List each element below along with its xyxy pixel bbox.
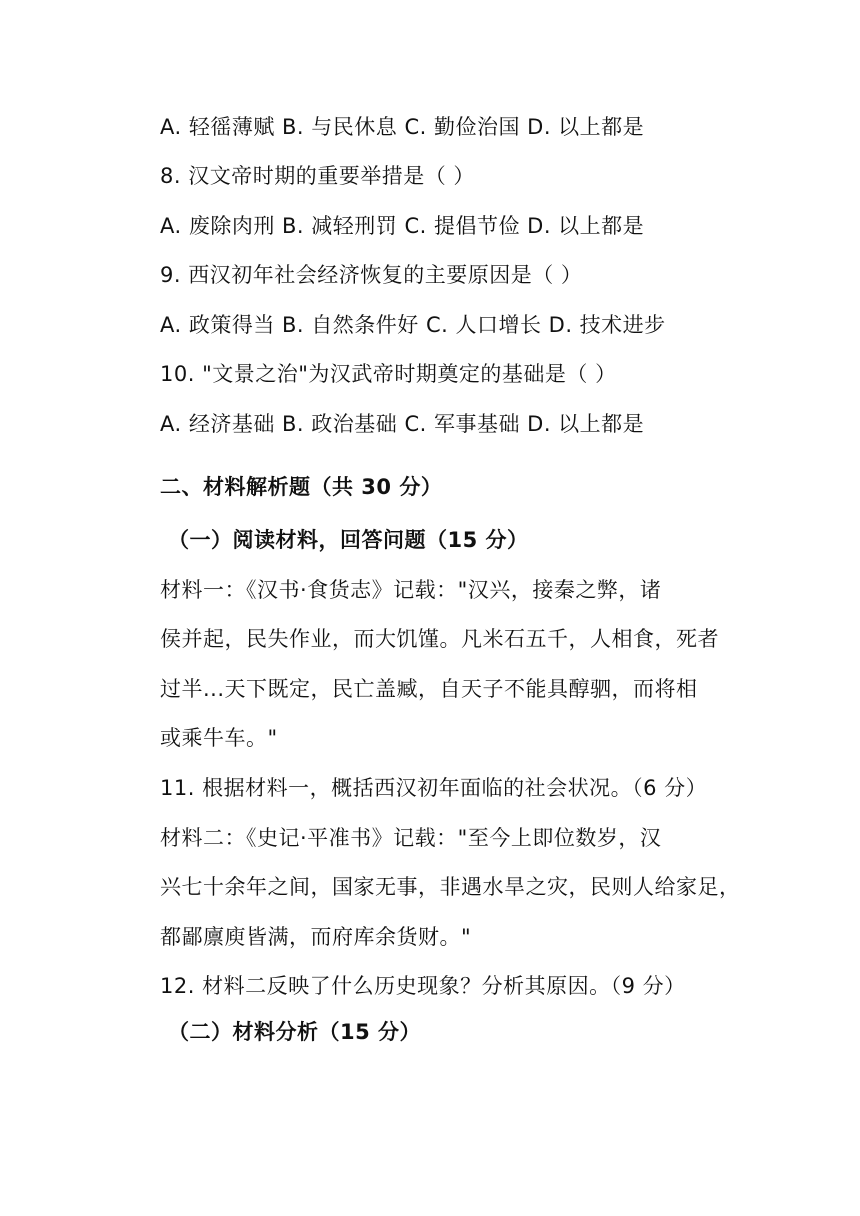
material1-line-1: 材料一：《汉书·食货志》记载："汉兴，接秦之弊，诸 xyxy=(160,578,662,602)
question-12: 12. 材料二反映了什么历史现象？分析其原因。（9 分） xyxy=(160,974,686,998)
q8-options: A. 废除肉刑 B. 减轻刑罚 C. 提倡节俭 D. 以上都是 xyxy=(160,214,645,238)
material2-line-3: 都鄙廪庾皆满，而府库余货财。" xyxy=(160,925,472,949)
material2-line-2: 兴七十余年之间，国家无事，非遇水旱之灾，民则人给家足， xyxy=(160,875,741,899)
q8-question: 8. 汉文帝时期的重要举措是（ ） xyxy=(160,164,475,188)
question-11: 11. 根据材料一，概括西汉初年面临的社会状况。（6 分） xyxy=(160,776,708,800)
q9-options: A. 政策得当 B. 自然条件好 C. 人口增长 D. 技术进步 xyxy=(160,313,666,337)
q10-options: A. 经济基础 B. 政治基础 C. 军事基础 D. 以上都是 xyxy=(160,412,645,436)
part2-title: （二）材料分析（15 分） xyxy=(168,1020,422,1044)
material1-line-4: 或乘牛车。" xyxy=(160,726,278,750)
q10-question: 10. "文景之治"为汉武帝时期奠定的基础是（ ） xyxy=(160,362,617,386)
part1-title: （一）阅读材料，回答问题（15 分） xyxy=(168,528,529,552)
q7-options: A. 轻徭薄赋 B. 与民休息 C. 勤俭治国 D. 以上都是 xyxy=(160,115,645,139)
material1-line-2: 侯并起，民失作业，而大饥馑。凡米石五千，人相食，死者 xyxy=(160,627,719,651)
section-title: 二、材料解析题（共 30 分） xyxy=(160,475,443,499)
material1-line-3: 过半...天下既定，民亡盖臧，自天子不能具醇驷，而将相 xyxy=(160,677,698,701)
material2-line-1: 材料二：《史记·平准书》记载："至今上即位数岁，汉 xyxy=(160,826,662,850)
q9-question: 9. 西汉初年社会经济恢复的主要原因是（ ） xyxy=(160,263,583,287)
